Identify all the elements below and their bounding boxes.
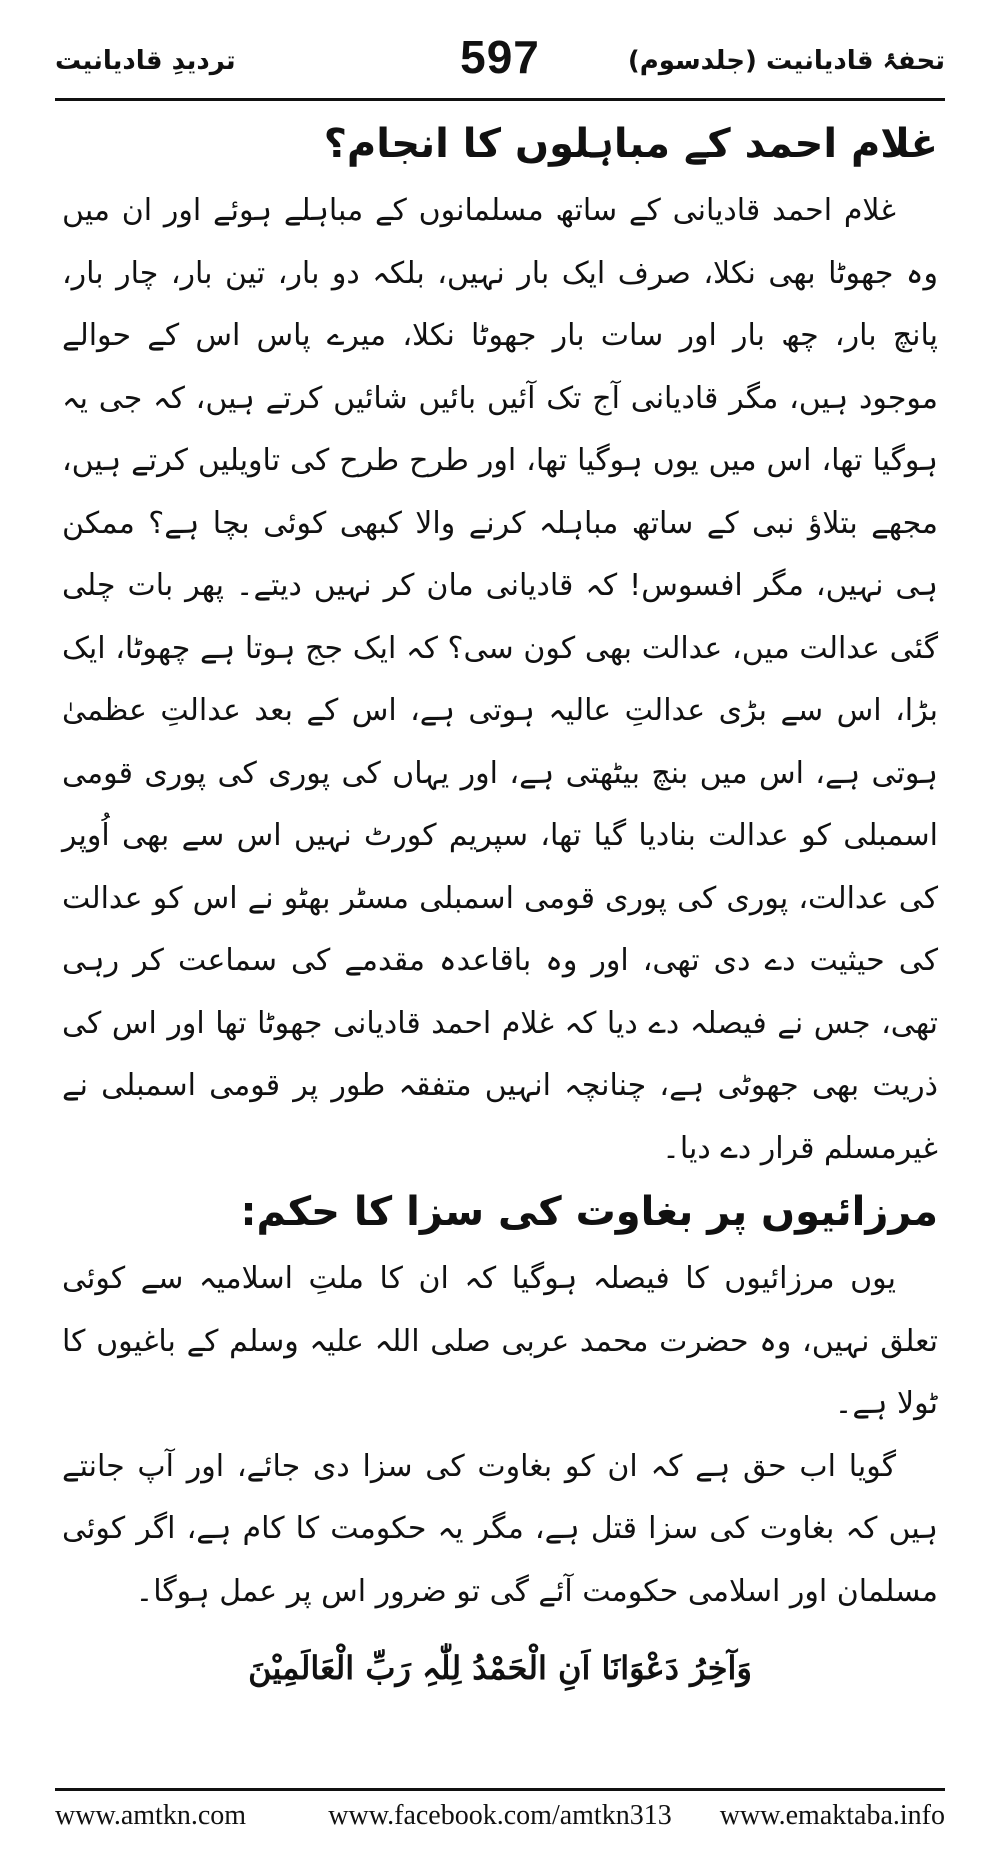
book-title: تحفۂ قادیانیت (جلدسوم): [627, 46, 945, 76]
footer-link-facebook[interactable]: www.facebook.com/amtkn313: [328, 1800, 672, 1831]
paragraph-punishment: گویا اب حق ہے کہ ان کو بغاوت کی سزا دی جائے، اور آپ جانتے ہیں کہ بغاوت کی سزا قتل ہے، مگر یہ حکومت کا کام ہے، اگر کوئی مسلمان اور اسلامی حکومت آئے گی تو ضرور اس پر عمل ہوگا۔: [62, 1448, 938, 1609]
page-footer: [55, 1796, 945, 1836]
closing-prayer: وَآخِرُ دَعْوَانَا اَنِ الْحَمْدُ لِلّٰہِ رَبِّ الْعَالَمِیْنَ: [248, 1649, 752, 1687]
page-content: [62, 112, 938, 1703]
section-title: تردیدِ قادیانیت: [55, 46, 236, 76]
footer-link-amtkn[interactable]: www.amtkn.com: [55, 1800, 247, 1831]
paragraph-mubahala: غلام احمد قادیانی کے ساتھ مسلمانوں کے مباہلے ہوئے اور ان میں وہ جھوٹا بھی نکلا، صرف ایک بار نہیں، بلکہ دو بار، تین بار، چار بار، پانچ بار، چھ بار اور سات بار جھوٹا نکلا، میرے پاس اس کے حوالے موجود ہیں، مگر قادیانی آج تک آئیں بائیں شائیں کرتے ہیں، کہ جی یہ ہوگیا تھا، اس میں یوں ہوگیا تھا، اور طرح طرح کی تاویلیں کرتے ہیں، مجھے بتلاؤ نبی کے ساتھ مباہلہ کرنے والا کبھی کوئی بچا ہے؟ ممکن ہی نہیں، مگر افسوس! کہ قادیانی مان کر نہیں دیتے۔ پھر بات چلی گئی عدالت میں، عدالت بھی کون سی؟ کہ ایک جج ہوتا ہے چھوٹا، ایک بڑا، اس سے بڑی عدالتِ عالیہ ہوتی ہے، اس کے بعد عدالتِ عظمیٰ ہوتی ہے، اس میں بنچ بیٹھتی ہے، اور یہاں کی پوری کی پوری قومی اسمبلی کو عدالت بنادیا گیا تھا، سپریم کورٹ نہیں اس سے بھی اُوپر کی عدالت، پوری کی پوری قومی اسمبلی مسٹر بھٹو نے اس کو عدالت کی حیثیت دے دی تھی، اور وہ باقاعدہ مقدمے کی سماعت کر رہی تھی، جس نے فیصلہ دے دیا کہ غلام احمد قادیانی جھوٹا تھا اور اس کی ذریت بھی جھوٹی ہے، چنانچہ انہیں متفقہ طور پر قومی اسمبلی نے غیرمسلم قرار دے دیا۔: [62, 193, 938, 1166]
paragraph-decision: یوں مرزائیوں کا فیصلہ ہوگیا کہ ان کا ملتِ اسلامیہ سے کوئی تعلق نہیں، وہ حضرت محمد عربی صلی اللہ علیہ وسلم کے باغیوں کا ٹولا ہے۔: [62, 1261, 938, 1421]
page-header: [55, 28, 945, 98]
heading-rebellion-ruling: مرزائیوں پر بغاوت کی سزا کا حکم:: [240, 1189, 938, 1235]
footer-link-emaktaba[interactable]: www.emaktaba.info: [719, 1800, 945, 1831]
header-divider: [55, 98, 945, 101]
footer-divider: [55, 1788, 945, 1791]
page-number: 597: [460, 31, 540, 83]
heading-mubahala-outcome: غلام احمد کے مباہلوں کا انجام؟: [323, 121, 938, 167]
